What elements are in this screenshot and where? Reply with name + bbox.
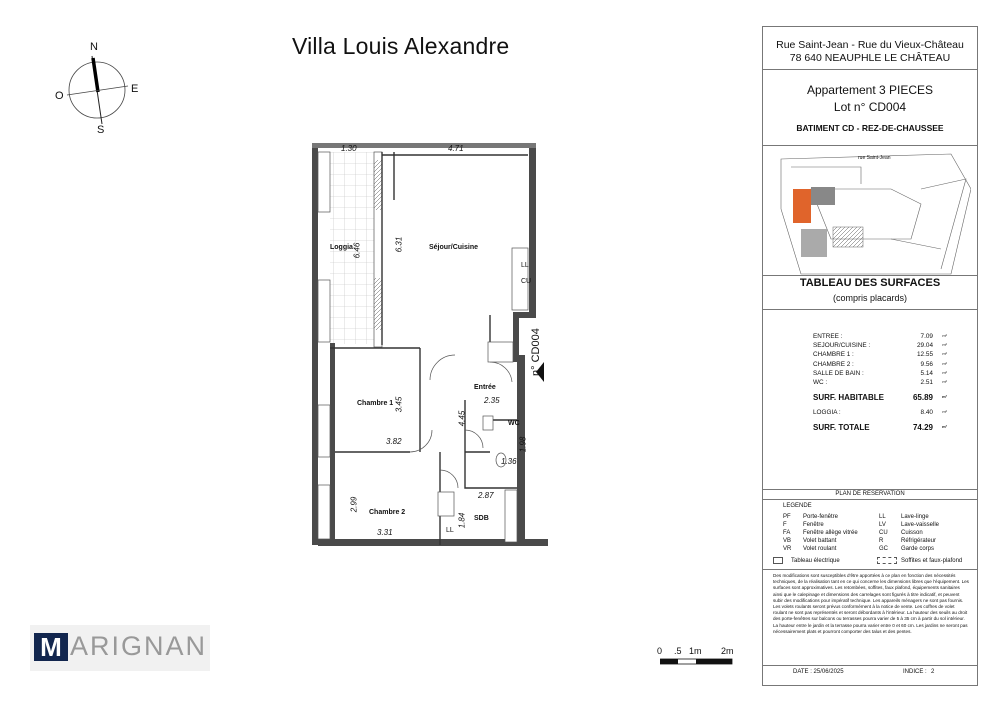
dim-631: 6.31: [394, 236, 404, 253]
room-loggia: Loggia: [330, 244, 353, 251]
surface-row-loggia: LOGGIA : 8.40 m²: [813, 409, 947, 416]
room-chambre1: Chambre 1: [357, 400, 394, 407]
room-wc: WC: [508, 420, 520, 427]
legend-electric: Tableau électrique: [773, 557, 840, 565]
map-street: rue Saint-Jean: [858, 155, 891, 161]
date-label: DATE : 25/06/2025: [793, 669, 844, 675]
compass-south: S: [97, 124, 105, 136]
address-line2: 78 640 NEAUPHLE LE CHÂTEAU: [789, 52, 951, 64]
disclaimer-note: Des modifications sont susceptibles d'être apportées à ce plan en fonction des nécessités techniques, de la réalisation tant en ce qui concerne les dimensions libres que l'équipement. Les surfaces sont approximatives. Les retombées, soffites, faux plafond, équipements sanitaires ainsi que le calepinage et dimensions des carrelages sont figurés à titre indicatif, et peuvent subir des modifications pour impératif technique. Les appareils ménagers ne sont pas fournis. Les volets roulants seront prévus conformément à la notice de vente. Les coffres de volet roulant ne sont pas représentés et seront débordants à l'intérieur. La hauteur des seuils au droit des porte-fenêtres sur balcons ou terrasses pourra varier de 5 à 35 cm à partir du sol intérieur. La hauteur entre le jardin et la terrasse pourra varier entre 0 et 60 cm. Les jardins ne seront pas nécessairement plats et pourront comporter des talus et des pentes.: [773, 573, 969, 634]
surface-row-chambre1: CHAMBRE 1 : 12.55 m²: [813, 351, 947, 358]
dim-345: 3.45: [394, 396, 404, 413]
electric-panel-icon: [773, 557, 783, 564]
surface-row-chambre2: CHAMBRE 2 : 9.56 m²: [813, 361, 947, 368]
dim-130: 1.30: [341, 144, 357, 153]
dim-331: 3.31: [377, 528, 393, 537]
project-title: Villa Louis Alexandre: [292, 33, 510, 59]
info-panel: [762, 26, 978, 686]
equip-ll: LL: [521, 262, 529, 269]
dim-136: 1.36: [501, 457, 517, 466]
plan-reservation: PLAN DE RESERVATION: [835, 491, 905, 497]
indice-label: INDICE :: [903, 669, 927, 675]
dim-287: 2.87: [478, 491, 494, 500]
compass-west: O: [55, 90, 64, 102]
compass-needle-north: [93, 58, 98, 92]
scale-05: .5: [674, 646, 682, 656]
legend-title: LEGENDE: [783, 503, 812, 509]
building-label: BATIMENT CD - REZ-DE-CHAUSSEE: [796, 123, 944, 133]
apartment-type: Appartement 3 PIECES: [806, 83, 934, 97]
soffite-icon: [877, 557, 897, 564]
surface-row-wc: WC : 2.51 m²: [813, 379, 947, 386]
room-entree: Entrée: [474, 384, 496, 391]
equip-cu: CU: [521, 278, 532, 285]
scale-1m: 1m: [689, 646, 702, 656]
site-map: [771, 149, 971, 277]
dim-445: 4.45: [457, 410, 467, 427]
scale-bar: [660, 658, 740, 666]
dim-198: 1.98: [518, 436, 528, 453]
dim-299: 2.99: [349, 496, 359, 513]
indice-value: 2: [931, 669, 935, 675]
logo-mark: M: [34, 633, 68, 661]
logo-text: ARIGNAN: [70, 631, 208, 661]
surface-row-sejour: SEJOUR/CUISINE : 29.04 m²: [813, 342, 947, 349]
table-subtitle: (compris placards): [832, 293, 908, 303]
dim-382: 3.82: [386, 437, 402, 446]
compass-east: E: [131, 83, 139, 95]
address-line1: Rue Saint-Jean - Rue du Vieux-Château: [776, 39, 964, 51]
compass-north: N: [90, 41, 98, 53]
legend-soffite: Soffites et faux-plafond: [877, 557, 962, 565]
lot-number: Lot n° CD004: [833, 100, 907, 114]
scale-2m: 2m: [721, 646, 734, 656]
room-sdb: SDB: [474, 515, 489, 522]
surface-row-totale: SURF. TOTALE 74.29 m²: [813, 423, 947, 432]
legend-right: LL Lave-linge LV Lave-vaisselle CU Cuisson R Réfrigérateur GC Garde corps: [879, 514, 940, 552]
legend-left: PF Porte-fenêtre F Fenêtre FA Fenêtre allège vitrée VB Volet battant VR Volet roulant: [783, 514, 858, 552]
lot-label: n° CD004: [530, 328, 542, 376]
room-chambre2: Chambre 2: [369, 509, 406, 516]
surface-row-entree: ENTREE : 7.09 m²: [813, 333, 947, 340]
dim-471: 4.71: [448, 144, 464, 153]
scale-0: 0: [657, 646, 663, 656]
dim-235: 2.35: [484, 396, 500, 405]
dim-646: 6.46: [352, 242, 362, 259]
surface-row-sdb: SALLE DE BAIN : 5.14 m²: [813, 370, 947, 377]
equip-ll-sdb: LL: [446, 527, 454, 534]
surface-row-habitable: SURF. HABITABLE 65.89 m²: [813, 393, 947, 402]
lot-highlight: [793, 189, 811, 223]
dim-184: 1.84: [457, 512, 467, 529]
table-title: TABLEAU DES SURFACES: [799, 277, 941, 289]
room-sejour: Séjour/Cuisine: [429, 244, 479, 251]
